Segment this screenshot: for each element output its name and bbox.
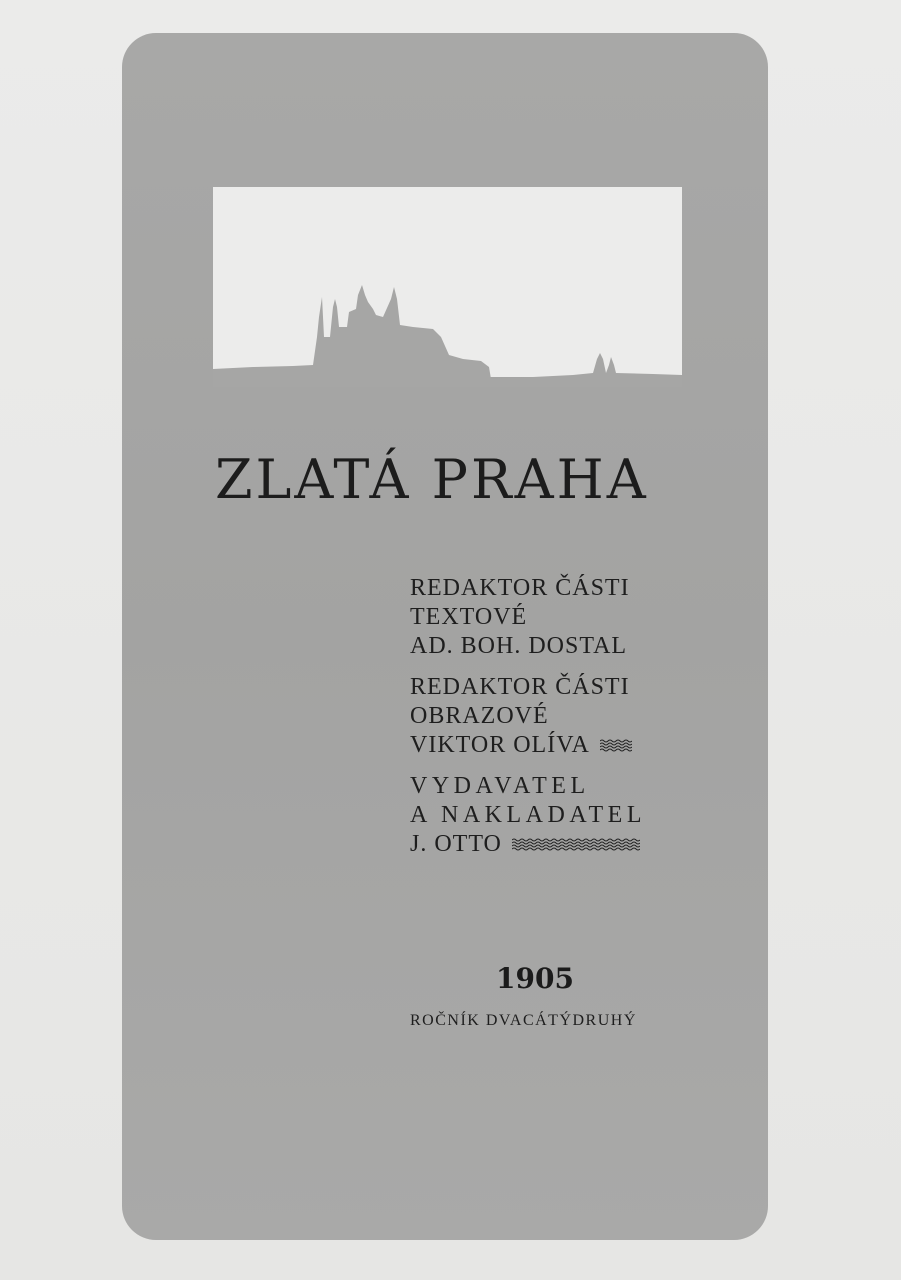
publisher-label-1: VYDAVATEL: [410, 773, 590, 799]
image-editor-label-1: REDAKTOR ČÁSTI: [410, 674, 630, 700]
text-editor-label-2: TEXTOVÉ: [410, 604, 528, 630]
text-editor-name: AD. BOH. DOSTAL: [410, 633, 628, 659]
publication-year: 1905: [496, 962, 574, 995]
publisher-name-row: [410, 830, 670, 859]
publisher-name: J. OTTO: [410, 831, 502, 857]
prague-castle-skyline-illustration: [213, 187, 682, 387]
publisher-credit: [410, 772, 670, 859]
credits-block: [410, 574, 670, 871]
publisher-label-2: A NAKLADATEL: [410, 802, 646, 828]
text-editor-label-1: REDAKTOR ČÁSTI: [410, 575, 630, 601]
wavy-line-ornament-long-icon: [512, 838, 640, 852]
image-editor-credit: [410, 673, 670, 760]
journal-title: ZLATÁ PRAHA: [215, 448, 649, 511]
skyline-icon: [213, 187, 682, 387]
image-editor-name-row: [410, 731, 670, 760]
volume-label: ROČNÍK DVACÁTÝDRUHÝ: [410, 1012, 637, 1029]
image-editor-label-2: OBRAZOVÉ: [410, 703, 549, 729]
text-editor-credit: [410, 574, 670, 661]
wavy-line-ornament-icon: [600, 739, 632, 753]
image-editor-name: VIKTOR OLÍVA: [410, 732, 590, 758]
